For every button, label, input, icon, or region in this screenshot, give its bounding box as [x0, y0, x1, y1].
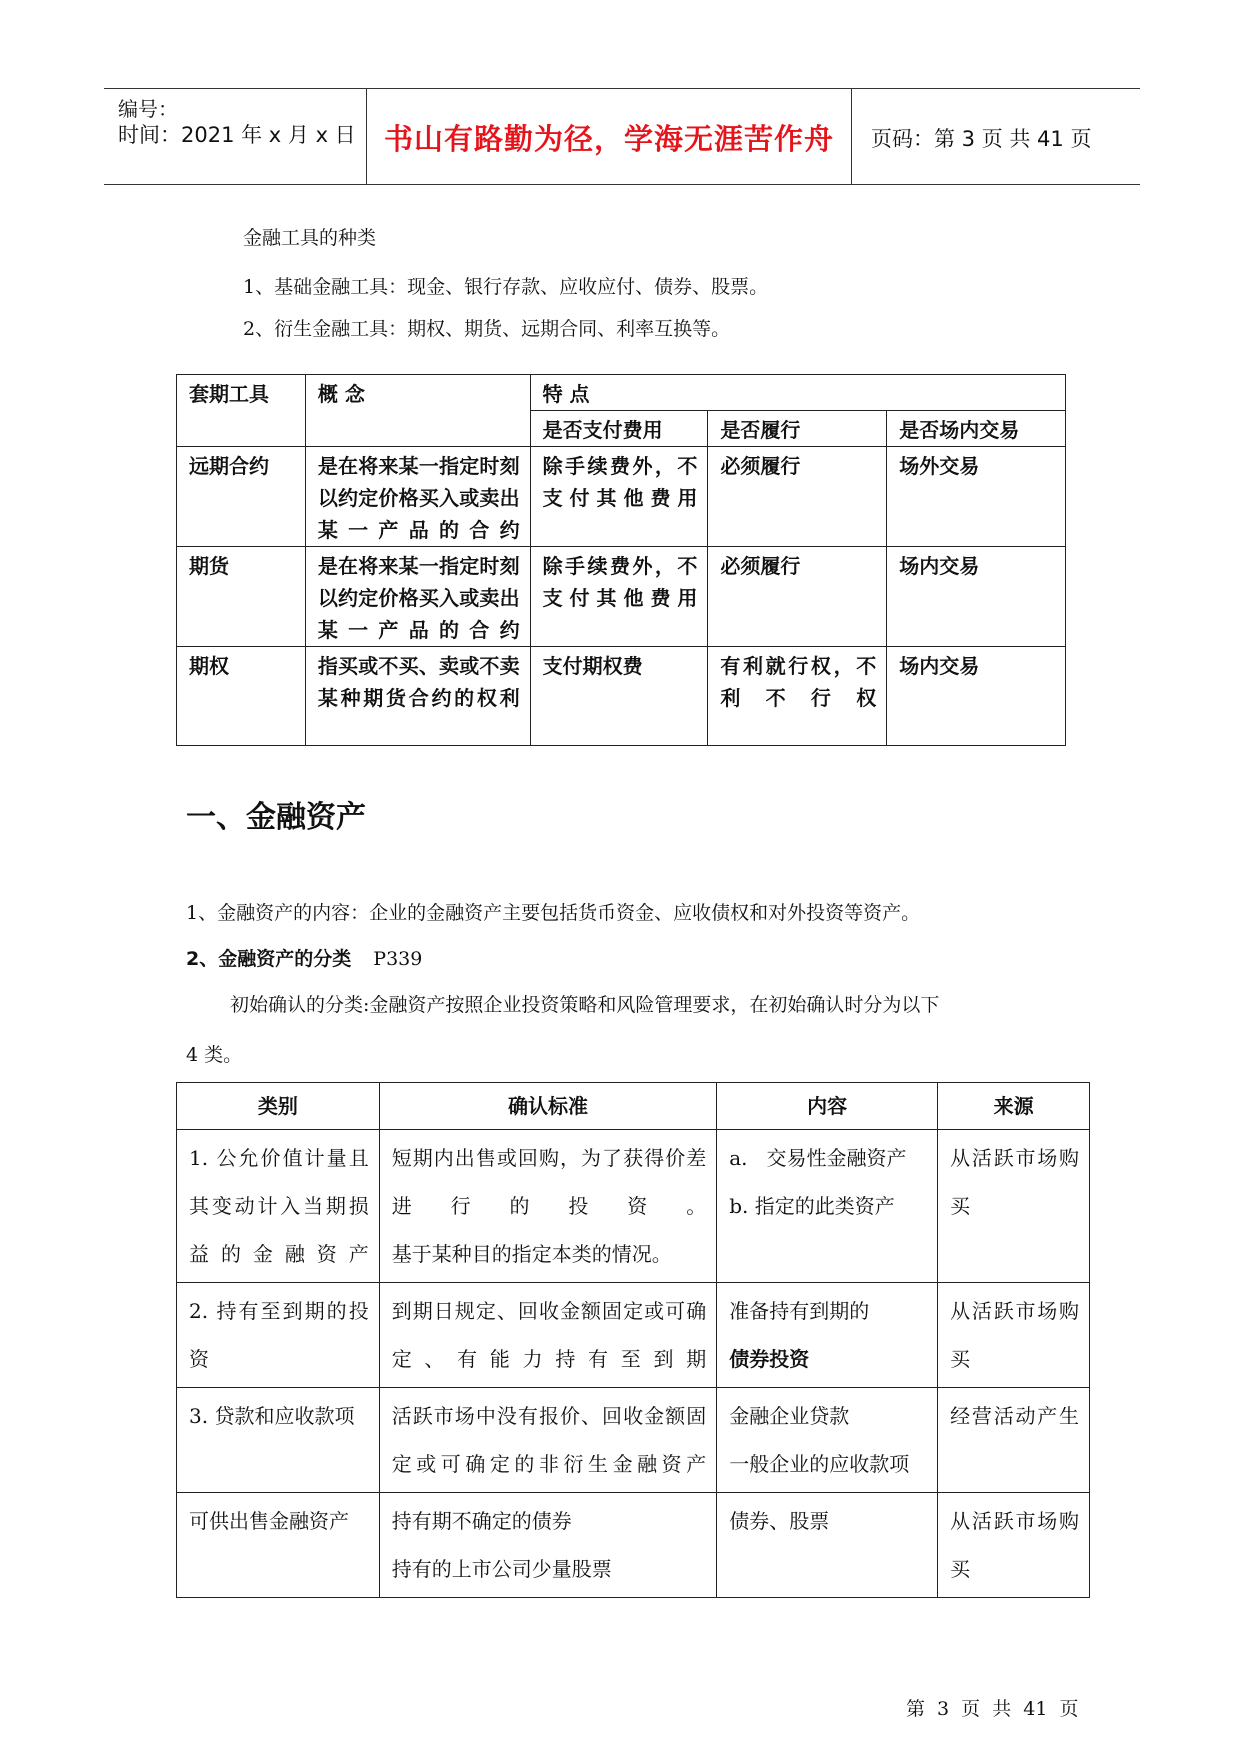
table-row: [177, 1493, 1090, 1598]
header-exchange: 是否场内交易: [887, 411, 1066, 447]
criteria-line: 持有的上市公司少量股票: [391, 1557, 612, 1581]
cell-category: 1. 公允价值计量且其变动计入当期损益的金融资产: [177, 1130, 380, 1283]
cell-criteria: [379, 1283, 717, 1388]
cell-concept: 是在将来某一指定时刻以约定价格买入或卖出某一产品的合约: [305, 547, 530, 647]
criteria-line: 活跃市场中没有报价、回收金额固定或可确定的非衍生金融资产: [391, 1404, 707, 1476]
financial-asset-classification-table: [176, 1082, 1090, 1598]
cell-criteria: [379, 1388, 717, 1493]
content-line-bold: 债券投资: [729, 1347, 810, 1371]
cell-perform: 必须履行: [708, 547, 887, 647]
cell-source: 从活跃市场购买: [938, 1130, 1090, 1283]
intro-title: 金融工具的种类: [243, 227, 377, 249]
header-tool: 套期工具: [177, 375, 306, 447]
paragraph-initial-recognition: 初始确认的分类:金融资产按照企业投资策略和风险管理要求，在初始确认时分为以下: [230, 994, 940, 1016]
table-row: [177, 1283, 1090, 1388]
section-heading: 一、金融资产: [186, 800, 366, 835]
content-line: 债券、股票: [729, 1509, 830, 1533]
header-features: 特 点: [530, 375, 1065, 411]
table-row: [177, 447, 1066, 547]
cell-tool: 远期合约: [177, 447, 306, 547]
cell-source: 从活跃市场购买: [938, 1283, 1090, 1388]
table-row: [177, 647, 1066, 746]
cell-category: 2. 持有至到期的投资: [177, 1283, 380, 1388]
cell-tool: 期权: [177, 647, 306, 746]
document-number: 编号：: [118, 97, 178, 121]
cell-pay: 支付期权费: [530, 647, 708, 746]
table-row: [177, 547, 1066, 647]
cell-content: [717, 1493, 938, 1598]
cell-concept: 是在将来某一指定时刻以约定价格买入或卖出某一产品的合约: [305, 447, 530, 547]
header-motto: 书山有路勤为径，学海无涯苦作舟: [383, 122, 834, 156]
cell-criteria: [379, 1130, 717, 1283]
header-motto-cell: [367, 89, 852, 184]
header-category: 类别: [177, 1083, 380, 1130]
content-line: a. 交易性金融资产: [729, 1146, 907, 1170]
cell-category: 3. 贷款和应收款项: [177, 1388, 380, 1493]
classification-page-ref: P339: [373, 948, 423, 970]
cell-perform: 有利就行权，不利不行权: [708, 647, 887, 746]
cell-content: [717, 1388, 938, 1493]
cell-exchange: 场外交易: [887, 447, 1066, 547]
header-criteria: 确认标准: [379, 1083, 717, 1130]
criteria-line: 基于某种目的指定本类的情况。: [391, 1242, 672, 1266]
intro-line-1: 1、基础金融工具：现金、银行存款、应收应付、债券、股票。: [243, 276, 769, 298]
header-source: 来源: [938, 1083, 1090, 1130]
table-row: [177, 1130, 1090, 1283]
criteria-line: 持有期不确定的债券: [391, 1509, 572, 1533]
paragraph-initial-recognition-cont: 4 类。: [186, 1044, 243, 1066]
header-pay: 是否支付费用: [530, 411, 708, 447]
criteria-line: 到期日规定、回收金额固定或可确定、有能力持有至到期: [391, 1299, 707, 1371]
page-header: [104, 88, 1140, 185]
header-concept: 概 念: [305, 375, 530, 447]
header-content: 内容: [717, 1083, 938, 1130]
cell-criteria: [379, 1493, 717, 1598]
cell-category: 可供出售金融资产: [177, 1493, 380, 1598]
table-row: [177, 1388, 1090, 1493]
paragraph-classification: [186, 944, 422, 971]
cell-exchange: 场内交易: [887, 547, 1066, 647]
cell-perform: 必须履行: [708, 447, 887, 547]
table-header-row: [177, 1083, 1090, 1130]
header-page-number: 页码：第 3 页 共 41 页: [871, 127, 1092, 151]
hedging-tools-table: [176, 374, 1066, 746]
cell-pay: 除手续费外，不支付其他费用: [530, 447, 708, 547]
document-date: 时间：2021 年 x 月 x 日: [118, 123, 356, 147]
cell-exchange: 场内交易: [887, 647, 1066, 746]
classification-title: 2、金融资产的分类: [186, 948, 352, 970]
cell-source: 经营活动产生: [938, 1388, 1090, 1493]
cell-source: 从活跃市场购买: [938, 1493, 1090, 1598]
cell-content: [717, 1130, 938, 1283]
content-line: b. 指定的此类资产: [729, 1194, 895, 1218]
header-perform: 是否履行: [708, 411, 887, 447]
header-left-cell: [104, 89, 367, 184]
intro-line-2: 2、衍生金融工具：期权、期货、远期合同、利率互换等。: [243, 318, 731, 340]
cell-content: [717, 1283, 938, 1388]
cell-tool: 期货: [177, 547, 306, 647]
content-line: 金融企业贷款: [729, 1404, 850, 1428]
content-line: 一般企业的应收款项: [729, 1452, 910, 1476]
cell-concept: 指买或不买、卖或不卖某种期货合约的权利: [305, 647, 530, 746]
content-line: 准备持有到期的: [729, 1299, 870, 1323]
table-header-row: [177, 375, 1066, 411]
criteria-line: 短期内出售或回购，为了获得价差进行的投资。: [391, 1146, 707, 1218]
page-footer: 第 3 页 共 41 页: [906, 1698, 1079, 1720]
cell-pay: 除手续费外，不支付其他费用: [530, 547, 708, 647]
paragraph-content: 1、金融资产的内容：企业的金融资产主要包括货币资金、应收债权和对外投资等资产。: [186, 902, 921, 924]
